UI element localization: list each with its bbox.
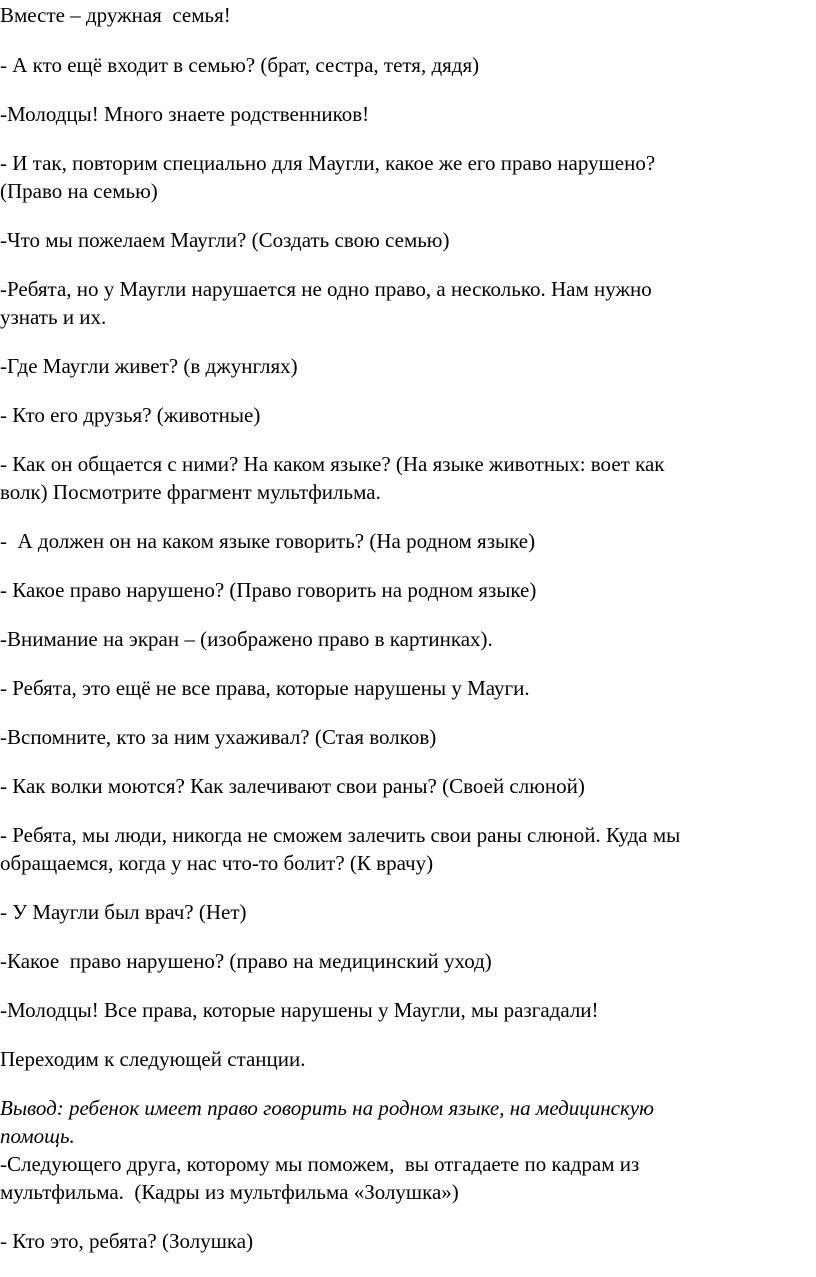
- text-line: обращаемся, когда у нас что-то болит? (К врачу): [0, 851, 434, 875]
- paragraph: [0, 1227, 812, 1255]
- text-line: мультфильма. (Кадры из мультфильма «Золушка»): [0, 1180, 459, 1204]
- text-line: - У Маугли был врач? (Нет): [0, 900, 247, 924]
- paragraph: [0, 723, 812, 751]
- text-line: -Где Маугли живет? (в джунглях): [0, 354, 298, 378]
- text-line: - Как волки моются? Как залечивают свои раны? (Своей слюной): [0, 774, 585, 798]
- text-line: - А кто ещё входит в семью? (брат, сестра, тетя, дядя): [0, 53, 480, 77]
- text-line: - Кто его друзья? (животные): [0, 403, 261, 427]
- paragraph: [0, 51, 812, 79]
- paragraph: [0, 898, 812, 926]
- text-line: -Молодцы! Много знаете родственников!: [0, 102, 370, 126]
- paragraph: [0, 149, 812, 205]
- paragraph: [0, 1045, 812, 1073]
- paragraph: [0, 401, 812, 429]
- text-line: помощь.: [0, 1124, 75, 1148]
- text-line: - А должен он на каком языке говорить? (На родном языке): [0, 529, 536, 553]
- text-line: волк) Посмотрите фрагмент мультфильма.: [0, 480, 381, 504]
- text-line: узнать и их.: [0, 305, 107, 329]
- paragraph: [0, 772, 812, 800]
- paragraph: [0, 1, 812, 29]
- paragraph: [0, 450, 812, 506]
- paragraph: [0, 275, 812, 331]
- text-line: -Внимание на экран – (изображено право в картинках).: [0, 627, 493, 651]
- paragraph: [0, 1150, 812, 1206]
- text-line: Вместе – дружная семья!: [0, 3, 231, 27]
- text-line: -Молодцы! Все права, которые нарушены у Маугли, мы разгадали!: [0, 998, 599, 1022]
- text-line: -Вспомните, кто за ним ухаживал? (Стая волков): [0, 725, 437, 749]
- text-line: -Следующего друга, которому мы поможем, вы отгадаете по кадрам из: [0, 1152, 640, 1176]
- paragraph: [0, 625, 812, 653]
- text-line: - Кто это, ребята? (Золушка): [0, 1229, 254, 1253]
- text-line: Вывод: ребенок имеет право говорить на родном языке, на медицинскую: [0, 1096, 654, 1120]
- paragraph: [0, 996, 812, 1024]
- paragraph: [0, 576, 812, 604]
- text-line: - Как он общается с ними? На каком языке? (На языке животных: воет как: [0, 452, 665, 476]
- paragraph: [0, 821, 812, 877]
- text-line: - Какое право нарушено? (Право говорить на родном языке): [0, 578, 537, 602]
- paragraph: [0, 527, 812, 555]
- paragraph: [0, 100, 812, 128]
- text-line: Переходим к следующей станции.: [0, 1047, 306, 1071]
- paragraph: [0, 352, 812, 380]
- text-line: -Что мы пожелаем Маугли? (Создать свою семью): [0, 228, 450, 252]
- text-line: - И так, повторим специально для Маугли, какое же его право нарушено?: [0, 151, 656, 175]
- paragraph: [0, 947, 812, 975]
- text-line: -Какое право нарушено? (право на медицинский уход): [0, 949, 492, 973]
- conclusion-paragraph: [0, 1094, 812, 1150]
- paragraph: [0, 226, 812, 254]
- text-line: (Право на семью): [0, 179, 158, 203]
- text-line: -Ребята, но у Маугли нарушается не одно право, а несколько. Нам нужно: [0, 277, 652, 301]
- paragraph: [0, 674, 812, 702]
- text-line: - Ребята, это ещё не все права, которые нарушены у Мауги.: [0, 676, 530, 700]
- text-line: - Ребята, мы люди, никогда не сможем залечить свои раны слюной. Куда мы: [0, 823, 681, 847]
